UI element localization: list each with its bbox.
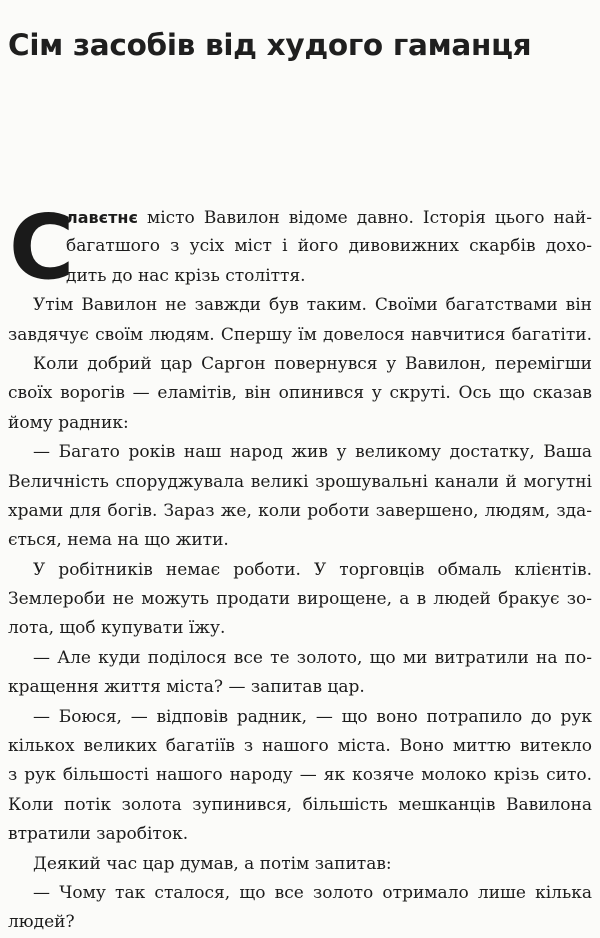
text-line [8,203,592,232]
text-line: — Чому так сталося, що все золото отримало лише кілька [33,882,592,903]
text-line: кількох великих багатіїв з нашого міста. Воно миттю витекло [8,736,592,757]
text-line: храми для богів. Зараз же, коли роботи завершено, людям, зда- [8,500,592,521]
text-line-content: місто Вавилон відоме давно. Історія цього най- [146,208,592,228]
text-line: Деякий час цар думав, а потім запитав: [33,853,392,874]
text-line: — Боюся, — відповів радник, — що воно потрапило до рук [33,706,592,727]
text-line: Коли потік золота зупинився, більшість мешканців Вавилона [8,794,592,815]
text-line: — Але куди поділося все те золото, що ми витратили на по- [33,647,592,668]
chapter-title: Сім засобів від худого гаманця [8,28,532,62]
text-line: дить до нас крізь століття. [66,265,306,286]
text-line: завдячує своїм людям. Спершу їм довелося навчитися багатіти. [8,324,592,345]
drop-cap: С [9,195,75,299]
text-line: йому радник: [8,412,129,433]
text-line: людей? [8,912,75,933]
text-line: багатшого з усіх міст і його дивовижних скарбів дохо- [66,236,592,257]
text-line: кращення життя міста? — запитав цар. [8,677,365,698]
text-line: ється, нема на що жити. [8,530,229,551]
text-line: з рук більшості нашого народу — як козяче молоко крізь сито. [8,765,592,786]
text-line: Величність споруджувала великі зрошувальні канали й могутні [8,471,592,492]
text-line: У робітників немає роботи. У торговців обмаль клієнтів. [33,559,592,580]
text-line: Землероби не можуть продати вирощене, а в людей бракує зо- [8,589,592,610]
lead-word: лавєтнє [66,208,138,227]
text-line: лота, щоб купувати їжу. [8,618,226,639]
text-line: своїх ворогів — еламітів, він опинився у скруті. Ось що сказав [8,383,592,404]
text-line: втратили заробіток. [8,824,189,845]
text-line: — Багато років наш народ жив у великому достатку, Ваша [33,442,592,463]
body-text [8,195,592,938]
text-line: Коли добрий цар Саргон повернувся у Вавилон, перемігши [33,353,592,374]
text-line: Утім Вавилон не завжди був таким. Своїми багатствами він [33,295,592,316]
